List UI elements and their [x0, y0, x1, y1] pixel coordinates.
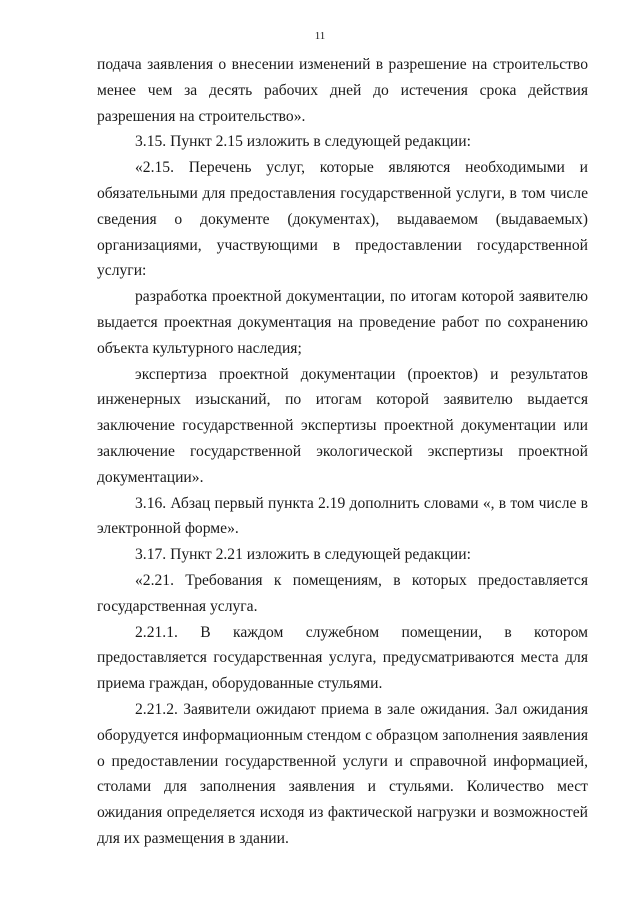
- paragraph-2-21-2: 2.21.2. Заявители ожидают приема в зале ожидания. Зал ожидания оборудуется информационным стендом с образцом заполнения заявления о предоставлении государственной услуги и справочной информацией, столами для заполнения заявления и стульями. Количество мест ожидания определяется исходя из фактической нагрузки и возможностей для их размещения в здании.: [97, 700, 588, 847]
- document-body: [97, 52, 588, 852]
- paragraph-continuation: подача заявления о внесении изменений в разрешение на строительство менее чем за десять рабочих дней до истечения срока действия разрешения на строительство».: [97, 56, 588, 125]
- paragraph-2-21-1: 2.21.1. В каждом служебном помещении, в котором предоставляется государственная услуга, предусматриваются места для приема граждан, оборудованные стульями.: [97, 623, 588, 693]
- paragraph-3-16: 3.16. Абзац первый пункта 2.19 дополнить словами «, в том числе в электронной форме».: [97, 494, 588, 538]
- paragraph-3-15: 3.15. Пункт 2.15 изложить в следующей редакции:: [135, 133, 471, 151]
- paragraph-3-17: 3.17. Пункт 2.21 изложить в следующей редакции:: [135, 546, 471, 564]
- paragraph-2-21: «2.21. Требования к помещениям, в которых предоставляется государственная услуга.: [97, 571, 588, 615]
- paragraph-design-documentation: разработка проектной документации, по итогам которой заявителю выдается проектная документация на проведение работ по сохранению объекта культурного наследия;: [97, 288, 588, 357]
- page-number: 11: [314, 30, 326, 42]
- paragraph-2-15: «2.15. Перечень услуг, которые являются необходимыми и обязательными для предоставления государственной услуги, в том числе сведения о документе (документах), выдаваемом (выдаваемых) организациями, участвующими в предоставлении государственной услуги:: [97, 159, 588, 280]
- paragraph-expertise: экспертиза проектной документации (проектов) и результатов инженерных изысканий, по итогам которой заявителю выдается заключение государственной экспертизы проектной документации или заключение государственной экологической экспертизы проектной документации».: [97, 365, 588, 486]
